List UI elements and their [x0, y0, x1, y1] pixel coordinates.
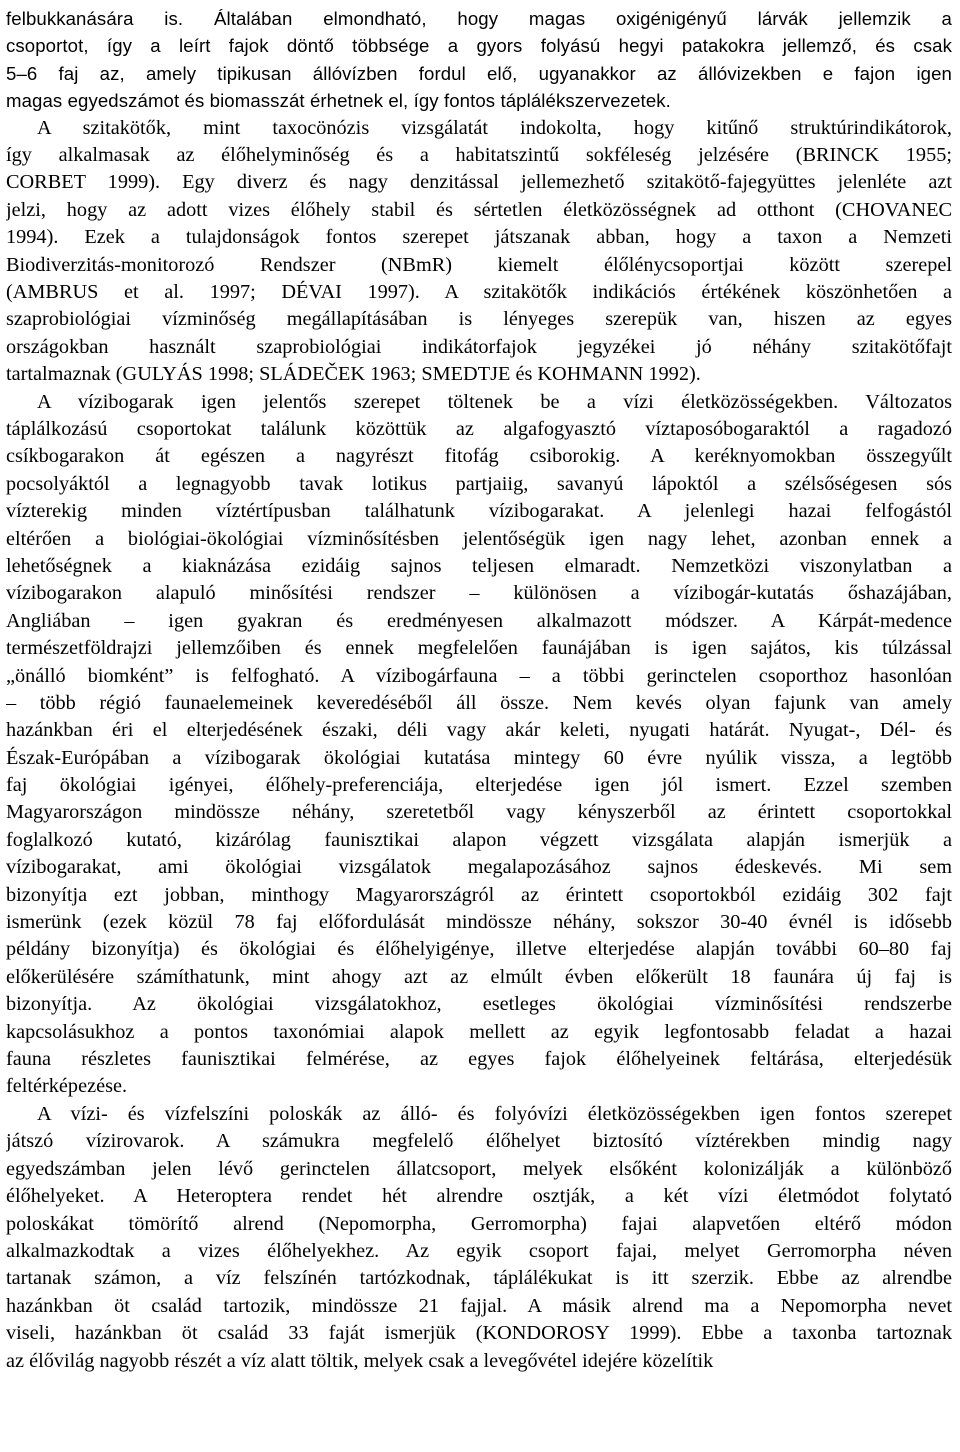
text-line: csoportot, így a leírt fajok döntő többsége a gyors folyású hegyi patakokra jellemző, és csak: [6, 35, 952, 57]
text-line: tartalmaznak (GULYÁS 1998; SLÁDEČEK 1963; SMEDTJE és KOHMANN 1992).: [6, 363, 701, 386]
text-line: Magyarországon mindössze néhány, szeretetből vagy kényszerből az érintett csoportokkal: [6, 801, 952, 824]
text-line: az élővilág nagyobb részét a víz alatt töltik, melyek csak a levegővétel idejére közelítik: [6, 1349, 714, 1372]
text-line: 1994). Ezek a tulajdonságok fontos szerepet játszanak abban, hogy a taxon a Nemzeti: [6, 226, 952, 249]
text-line: Észak-Európában a vízibogarak ökológiai kutatása mintegy 60 évre nyúlik vissza, a legtöbb: [6, 746, 952, 769]
text-line: lehetőségnek a kiaknázása ezidáig sajnos teljesen elmaradt. Nemzetközi viszonylatban a: [6, 554, 952, 577]
text-line: előkerülésére számíthatunk, mint ahogy azt az elmúlt évben előkerült 18 faunára új faj is: [6, 965, 952, 988]
text-line: 5–6 faj az, amely tipikusan állóvízben fordul elő, ugyanakkor az állóvizekben e fajon igen: [6, 62, 952, 84]
text-line: jelzi, hogy az adott vizes élőhely stabil és sértetlen életközösségnek ad otthont (CHOVANEC: [6, 198, 952, 221]
text-line: pocsolyáktól a legnagyobb tavak lotikus partjaiig, savanyú lápoktól a szélsőségesen sós: [6, 472, 952, 495]
text-line: A szitakötők, mint taxocönózis vizsgálatát indokolta, hogy kitűnő struktúrindikátorok,: [37, 116, 952, 139]
text-line: vízibogarakat, ami ökológiai vizsgálatok megalapozásához sajnos édeskevés. Mi sem: [6, 856, 952, 879]
text-line: vízterekig minden víztértípusban találhatunk vízibogarakat. A jelenlegi hazai felfogástól: [6, 500, 952, 523]
text-line: bizonyítja. Az ökológiai vizsgálatokhoz, esetleges ökológiai vízminősítési rendszerbe: [6, 993, 952, 1016]
text-line: foglalkozó kutató, kizárólag faunisztikai alapon végzett vizsgálata alapján ismerjük a: [6, 828, 952, 851]
text-line: természetföldrajzi jellemzőiben és ennek megfelelően faunájában is igen sajátos, kis túlzással: [6, 637, 952, 660]
text-line: A vízi- és vízfelszíni poloskák az álló- és folyóvízi életközösségekben igen fontos szerepet: [37, 1103, 952, 1125]
text-line: egyedszámban jelen lévő gerinctelen állatcsoport, melyek elsőként kolonizálják a különböző: [6, 1157, 952, 1180]
text-line: poloskákat tömörítő alrend (Nepomorpha, Gerromorpha) fajai alapvetően eltérő módon: [6, 1212, 952, 1235]
text-line: CORBET 1999). Egy diverz és nagy denzitással jellemezhető szitakötő-fajegyüttes jelenléte azt: [6, 171, 952, 194]
text-line: vízibogarakon alapuló minősítési rendszer – különösen a vízibogár-kutatás őshazájában,: [6, 582, 952, 605]
text-line: élőhelyeket. A Heteroptera rendet hét alrendre osztják, a két vízi életmódot folytató: [6, 1185, 952, 1208]
text-line: (AMBRUS et al. 1997; DÉVAI 1997). A szitakötők indikációs értékének köszönhetően a: [6, 280, 952, 303]
paragraph-p2: [6, 389, 952, 1101]
text-line: így alkalmasak az élőhelyminőség és a habitatszintű sokféleség jelzésére (BRINCK 1955;: [6, 143, 952, 166]
text-line: Biodiverzitás-monitorozó Rendszer (NBmR) kiemelt élőlénycsoportjai között szerepel: [6, 253, 952, 276]
text-line: országokban használt szaprobiológiai indikátorfajok jegyzékei jó néhány szitakötőfajt: [6, 335, 952, 358]
text-line: bizonyítja ezt jobban, minthogy Magyarországról az érintett csoportokból ezidáig 302 fajt: [6, 883, 952, 906]
text-line: alkalmazkodtak a vizes élőhelyekhez. Az egyik csoport fajai, melyet Gerromorpha néven: [6, 1239, 952, 1262]
text-line: feltérképezése.: [6, 1075, 128, 1098]
text-line: felbukkanására is. Általában elmondható, hogy magas oxigénigényű lárvák jellemzik a: [6, 8, 952, 29]
paragraph-p0: [6, 5, 952, 115]
text-line: ismerünk (ezek közül 78 faj előfordulását mindössze néhány, sokszor 30-40 évnél is idősebb: [6, 911, 952, 934]
text-line: Angliában – igen gyakran és eredményesen alkalmazott módszer. A Kárpát-medence: [6, 609, 952, 632]
text-line: csíkbogarakon át egészen a nagyrészt fitofág csiborokig. A keréknyomokban összegyűlt: [6, 445, 952, 468]
text-line: hazánkban éri el elterjedésének északi, déli vagy akár keleti, nyugati határát. Nyugat-, Dél- és: [6, 719, 952, 742]
text-line: fauna részletes faunisztikai felmérése, az egyes fajok élőhelyeinek feltárása, elterjedésük: [6, 1047, 952, 1070]
text-line: viseli, hazánkban öt család 33 faját ismerjük (KONDOROSY 1999). Ebbe a taxonba tartoznak: [6, 1322, 952, 1345]
text-line: – több régió faunaelemeinek keveredéséből áll össze. Nem kevés olyan fajunk van amely: [6, 691, 952, 714]
text-line: A vízibogarak igen jelentős szerepet töltenek be a vízi életközösségekben. Változatos: [37, 390, 952, 413]
paragraph-p3: [6, 1101, 952, 1375]
text-line: táplálkozású csoportokat találunk közöttük az algafogyasztó víztaposóbogaraktól a ragadozó: [6, 417, 952, 440]
paragraph-p1: [6, 115, 952, 389]
text-line: magas egyedszámot és biomasszát érhetnek el, így fontos táplálékszervezetek.: [6, 90, 671, 112]
text-line: példány bizonyítja) és ökológiai és élőhelyigénye, illetve elterjedése alapján további 60–80 faj: [6, 938, 952, 961]
text-line: játszó vízirovarok. A számukra megfelelő élőhelyet biztosító víztérekben mindig nagy: [6, 1130, 952, 1153]
text-line: eltérően a biológiai-ökológiai vízminősítésben jelentőségük igen nagy lehet, azonban ennek a: [6, 527, 952, 550]
text-line: kapcsolásukhoz a pontos taxonómiai alapok mellett az egyik legfontosabb feladat a hazai: [6, 1020, 952, 1043]
text-line: hazánkban öt család tartozik, mindössze 21 fajjal. A másik alrend ma a Nepomorpha nevet: [6, 1294, 952, 1317]
text-line: szaprobiológiai vízminőség megállapításában is lényeges szerepük van, hiszen az egyes: [6, 308, 952, 331]
document-page: [6, 0, 952, 1452]
text-line: „önálló biomként” is felfogható. A vízibogárfauna – a többi gerinctelen csoporthoz hasonlóan: [6, 664, 952, 687]
text-line: tartanak számon, a víz felszínén tartózkodnak, táplálékukat is itt szerzik. Ebbe az alrendbe: [6, 1267, 952, 1290]
text-line: faj ökológiai igényei, élőhely-preferenciája, elterjedése igen jól ismert. Ezzel szemben: [6, 774, 952, 797]
